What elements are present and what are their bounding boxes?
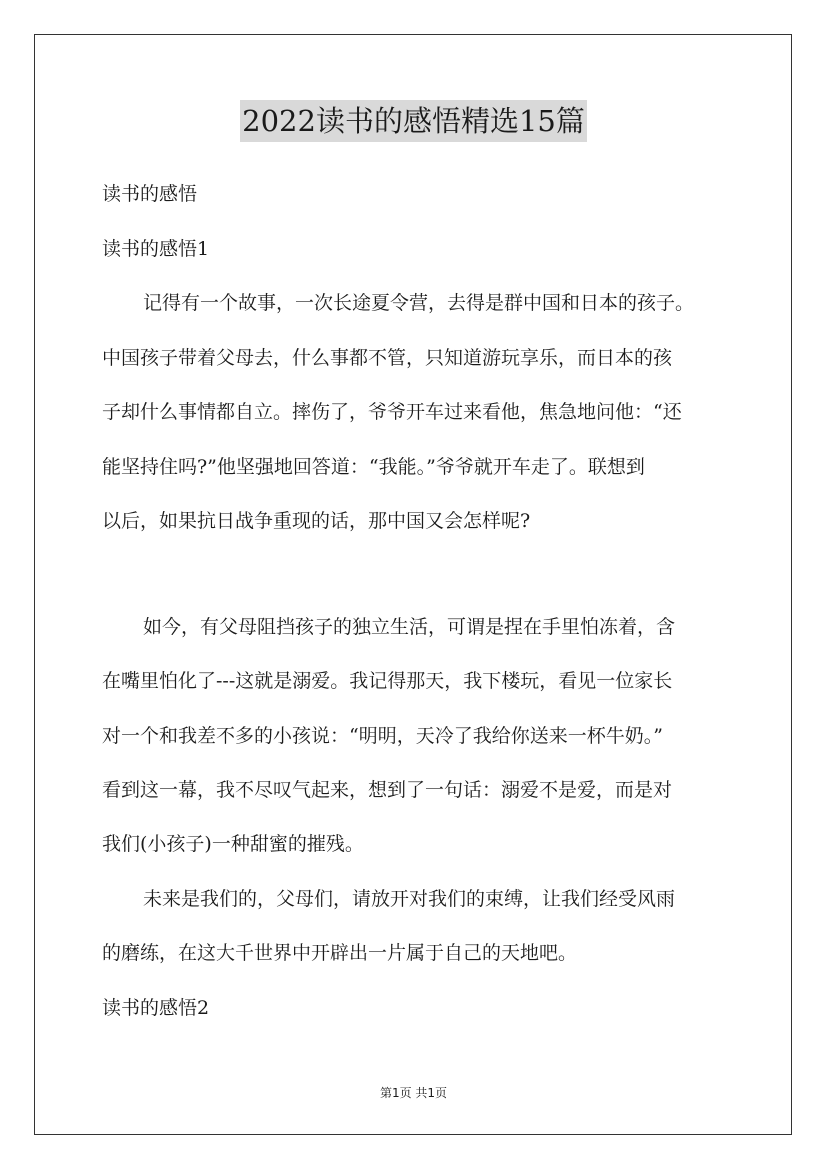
section-heading-2: 读书的感悟2: [102, 997, 210, 1019]
paragraph-1-line: 以后，如果抗日战争重现的话，那中国又会怎样呢?: [102, 510, 531, 532]
paragraph-3-line: 的磨练，在这大千世界中开辟出一片属于自己的天地吧。: [102, 942, 578, 964]
title-container: [0, 100, 827, 142]
paragraph-2-line: 如今，有父母阻挡孩子的独立生活，可谓是捏在手里怕冻着，含: [143, 616, 676, 638]
paragraph-1-line: 能坚持住吗?”他坚强地回答道：“我能。”爷爷就开车走了。联想到: [102, 456, 645, 478]
section-heading-1: 读书的感悟1: [102, 238, 210, 260]
paragraph-2-line: 在嘴里怕化了---这就是溺爱。我记得那天，我下楼玩，看见一位家长: [102, 670, 673, 692]
paragraph-1-line: 中国孩子带着父母去，什么事都不管，只知道游玩享乐，而日本的孩: [102, 347, 673, 369]
page-number-footer: 第1页 共1页: [379, 1086, 448, 1100]
main-heading: 读书的感悟: [102, 183, 198, 205]
paragraph-3-line: 未来是我们的，父母们，请放开对我们的束缚，让我们经受风雨: [143, 888, 676, 910]
document-title: 2022读书的感悟精选15篇: [240, 100, 587, 142]
paragraph-1-line: 记得有一个故事，一次长途夏令营，去得是群中国和日本的孩子。: [143, 292, 695, 314]
paragraph-2-line: 我们(小孩子)一种甜蜜的摧残。: [102, 833, 364, 855]
paragraph-2-line: 看到这一幕，我不尽叹气起来，想到了一句话：溺爱不是爱，而是对: [102, 779, 673, 801]
paragraph-1-line: 子却什么事情都自立。摔伤了，爷爷开车过来看他，焦急地问他：“还: [102, 401, 682, 423]
paragraph-2-line: 对一个和我差不多的小孩说：“明明，天冷了我给你送来一杯牛奶。”: [102, 725, 663, 747]
